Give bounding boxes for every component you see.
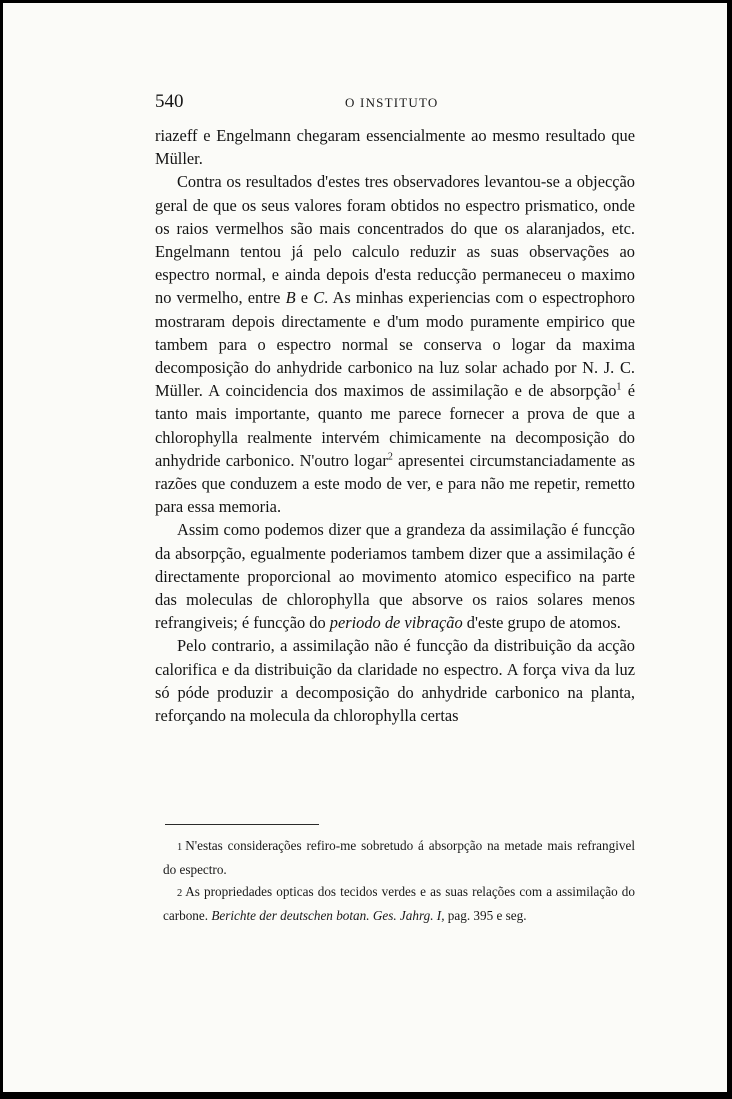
symbol-c: C bbox=[313, 288, 325, 308]
page-number: 540 bbox=[155, 91, 184, 112]
body-text bbox=[155, 124, 635, 727]
footnote-divider bbox=[165, 824, 319, 825]
paragraph-2-text-c: é tanto mais importante, quanto me parece fornecer a prova de que a chlorophylla realmente intervém chimicamente na decomposição do anhydride carbonico. N'outro logar bbox=[155, 381, 636, 470]
paragraph-3-text-a: Assim como podemos dizer que a grandeza da assimilação é funcção da absorpção, egualmente poderiamos tambem dizer que a assimilação é directamente proporcional ao movimento atomico especifico na parte das moleculas de chlorophylla que absorve os raios solares menos refrangiveis; é funcção do bbox=[155, 520, 635, 633]
footnote-2-text-a: As propriedades opticas dos tecidos verdes e as suas relações com a assimilação do carbone. bbox=[163, 884, 635, 923]
paragraph-3-italic: periodo de vibração bbox=[329, 613, 463, 633]
running-title: O INSTITUTO bbox=[345, 95, 439, 110]
footnote-2 bbox=[163, 881, 635, 927]
footnote-1-number: 1 bbox=[177, 842, 183, 853]
paragraph-3 bbox=[155, 518, 635, 634]
paragraph-3-text-b: d'este grupo de atomos. bbox=[462, 613, 621, 633]
footnotes bbox=[163, 835, 635, 927]
footnote-ref-2: 2 bbox=[387, 451, 393, 463]
paragraph-2-text-b: . As minhas experiencias com o espectrophoro mostraram depois directamente e d'um modo puramente empirico que tambem para o espectro normal se conserva o logar da maxima decomposição do anhydride carbonico na luz solar achado por N. J. C. Müller. A coincidencia dos maximos de assimilação e de absorpção bbox=[155, 288, 635, 401]
footnote-2-citation: Berichte der deutschen botan. Ges. Jahrg. I, bbox=[211, 908, 445, 923]
paragraph-4: Pelo contrario, a assimilação não é funcção da distribuição da acção calorifica e da distribuição da claridade no espectro. A força viva da luz só póde produzir a decomposição do anhydride carbonico na planta, reforçando na molecula da chlorophylla certas bbox=[155, 636, 635, 726]
scanned-page bbox=[3, 3, 727, 1092]
footnote-1-text: N'estas considerações refiro-me sobretudo á absorpção na metade mais refrangivel do espectro. bbox=[163, 838, 635, 877]
footnote-1 bbox=[163, 835, 635, 881]
page-header bbox=[155, 91, 635, 115]
conjunction-e: e bbox=[295, 288, 314, 308]
footnote-2-text-b: pag. 395 e seg. bbox=[444, 908, 527, 923]
paragraph-2 bbox=[155, 170, 635, 518]
footnote-ref-1: 1 bbox=[616, 381, 622, 393]
footnote-2-number: 2 bbox=[177, 888, 183, 899]
paragraph-2-text-d: apresentei circumstanciadamente as razões que conduzem a este modo de ver, e para não me repetir, remetto para essa memoria. bbox=[155, 450, 635, 517]
paragraph-1: riazeff e Engelmann chegaram essencialmente ao mesmo resultado que Müller. bbox=[155, 126, 635, 169]
paragraph-2-text-a: Contra os resultados d'estes tres observadores levantou-se a objecção geral de que os seus valores foram obtidos no espectro prismatico, onde os raios vermelhos são mais concentrados do que os alaranjados, etc. Engelmann tentou já pelo calculo reduzir as suas observações ao espectro normal, e ainda depois d'esta reducção permaneceu o maximo no vermelho, entre bbox=[155, 172, 635, 308]
symbol-b: B bbox=[285, 288, 296, 308]
